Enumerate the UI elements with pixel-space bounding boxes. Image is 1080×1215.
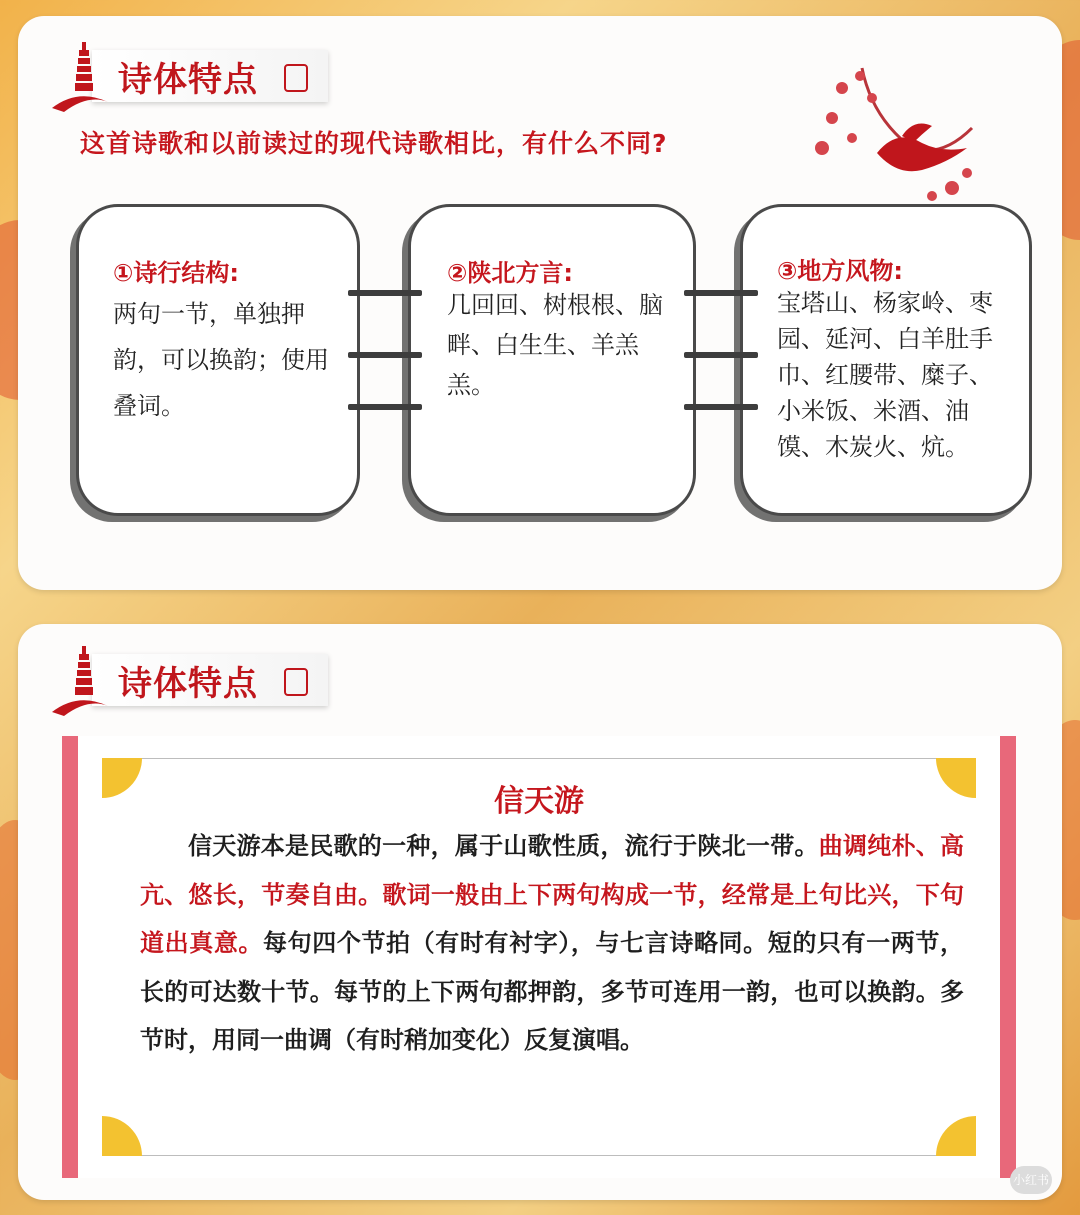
card-heading: ③地方风物: [777, 257, 903, 285]
card-heading: ①诗行结构: [113, 259, 239, 287]
card-local-products [740, 204, 1032, 516]
card-line-structure [76, 204, 360, 516]
card-body: 两句一节，单独押韵，可以换韵；使用叠词。 [113, 300, 329, 420]
seal-stamp [284, 64, 308, 92]
question-text: 这首诗歌和以前读过的现代诗歌相比，有什么不同? [80, 129, 668, 158]
paragraph-text: 每句四个节拍（有时有衬字），与七言诗略同。短的只有一两节，长的可达数十节。每节的上下两句都押韵，多节可连用一韵，也可以换韵。多节时，用同一曲调（有时稍加变化）反复演唱。 [140, 929, 964, 1054]
slide-poetic-features-1 [18, 16, 1062, 590]
frame-paragraph [140, 822, 964, 1065]
connector [684, 404, 758, 410]
card-dialect [408, 204, 696, 516]
divider [118, 1155, 960, 1156]
corner-ornament [102, 1116, 142, 1156]
connector [684, 352, 758, 358]
pagoda-icon [48, 36, 118, 116]
content-frame [62, 736, 1016, 1178]
frame-title: 信天游 [494, 784, 584, 819]
paragraph-highlight: 曲调纯朴、高亢、悠长，节奏自由。歌词一般由上下两句构成一节，经常是上句比兴，下句道出真意。 [140, 832, 965, 957]
paragraph-text: 信天游本是民歌的一种，属于山歌性质，流行于陕北一带。 [188, 832, 819, 860]
divider [118, 758, 960, 759]
connector [348, 404, 422, 410]
corner-ornament [936, 1116, 976, 1156]
connector [684, 290, 758, 296]
card-body: 宝塔山、杨家岭、枣园、延河、白羊肚手巾、红腰带、糜子、小米饭、米酒、油馍、木炭火、炕。 [777, 289, 993, 461]
papercut-bird-icon [802, 58, 982, 208]
connector [348, 290, 422, 296]
connector [348, 352, 422, 358]
pagoda-icon [48, 640, 118, 720]
slide-poetic-features-2 [18, 624, 1062, 1200]
watermark-badge: 小红书 [1010, 1166, 1052, 1194]
slide-header [48, 36, 328, 116]
slide-header [48, 640, 328, 720]
header-title: 诗体特点 [118, 60, 258, 100]
seal-stamp [284, 668, 308, 696]
card-body: 几回回、树根根、脑畔、白生生、羊羔羔。 [447, 291, 663, 399]
header-title: 诗体特点 [118, 664, 258, 704]
card-heading: ②陕北方言: [447, 259, 573, 287]
